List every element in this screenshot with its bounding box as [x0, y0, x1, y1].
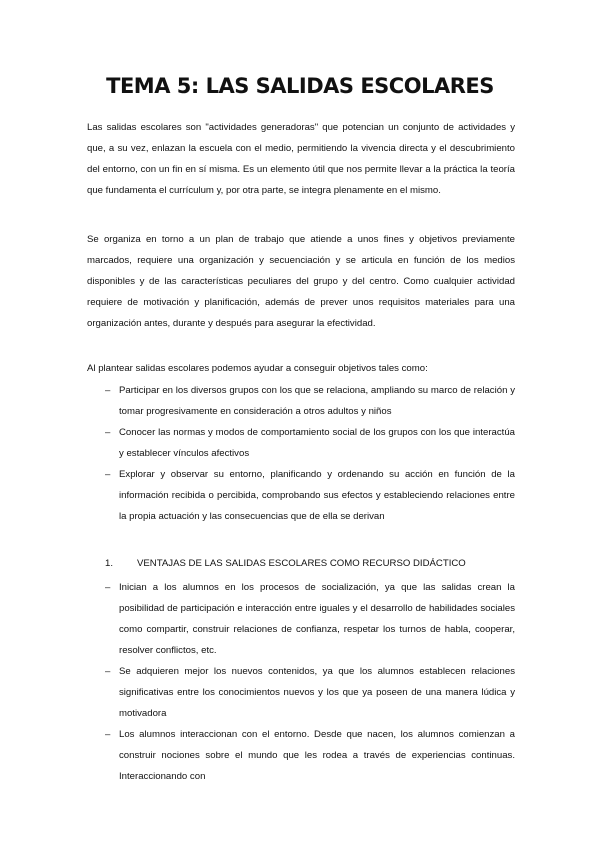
document-title: TEMA 5: LAS SALIDAS ESCOLARES	[106, 74, 494, 98]
list-item-text: Participar en los diversos grupos con los que se relaciona, ampliando su marco de relación y tomar progresivamente en consideración a otros adultos y niños	[119, 385, 515, 417]
dash-bullet: –	[105, 427, 111, 438]
advantages-list	[87, 577, 515, 787]
section-title: VENTAJAS DE LAS SALIDAS ESCOLARES COMO RECURSO DIDÁCTICO	[137, 558, 466, 569]
dash-bullet: –	[105, 469, 111, 480]
dash-bullet: –	[105, 729, 111, 740]
list-item	[87, 661, 515, 724]
objectives-intro: Al plantear salidas escolares podemos ayudar a conseguir objetivos tales como:	[87, 363, 428, 374]
dash-bullet: –	[105, 582, 111, 593]
objectives-list	[87, 380, 515, 527]
list-item	[87, 422, 515, 464]
dash-bullet: –	[105, 666, 111, 677]
section-number: 1.	[105, 558, 114, 569]
dash-bullet: –	[105, 385, 111, 396]
list-item-text: Inician a los alumnos en los procesos de socialización, ya que las salidas crean la posibilidad de participación e interacción entre iguales y el desarrollo de habilidades sociales como compartir, construir relaciones de confianza, respetar los turnos de habla, cooperar, resolver conflictos, etc.	[119, 582, 515, 656]
list-item-text: Explorar y observar su entorno, planificando y ordenando su acción en función de la información recibida o percibida, comprobando sus efectos y estableciendo relaciones entre la propia actuación y las consecuencias que de ella se derivan	[119, 469, 515, 522]
list-item	[87, 577, 515, 661]
list-item	[87, 464, 515, 527]
list-item-text: Se adquieren mejor los nuevos contenidos, ya que los alumnos establecen relaciones significativas entre los conocimientos nuevos y los que ya poseen de una manera lúdica y motivadora	[119, 666, 515, 719]
intro-paragraph: Las salidas escolares son "actividades generadoras" que potencian un conjunto de actividades y que, a su vez, enlazan la escuela con el medio, permitiendo la vivencia directa y el descubrimiento del entorno, con un fin en sí misma. Es un elemento útil que nos permite llevar a la práctica la teoría que fundamenta el currículum y, por otra parte, se integra plenamente en el mismo.	[87, 122, 515, 196]
list-item-text: Conocer las normas y modos de comportamiento social de los grupos con los que interactúa y establecer vínculos afectivos	[119, 427, 515, 459]
list-item	[87, 380, 515, 422]
organization-paragraph: Se organiza en torno a un plan de trabajo que atiende a unos fines y objetivos previamente marcados, requiere una organización y secuenciación y se articula en función de los medios disponibles y de las características peculiares del grupo y del centro. Como cualquier actividad requiere de motivación y planificación, además de prever unos requisitos materiales para una organización antes, durante y después para asegurar la efectividad.	[87, 234, 515, 329]
list-item-text: Los alumnos interaccionan con el entorno. Desde que nacen, los alumnos comienzan a construir nociones sobre el mundo que les rodea a través de experiencias continuas. Interaccionando con	[119, 729, 515, 782]
list-item	[87, 724, 515, 787]
